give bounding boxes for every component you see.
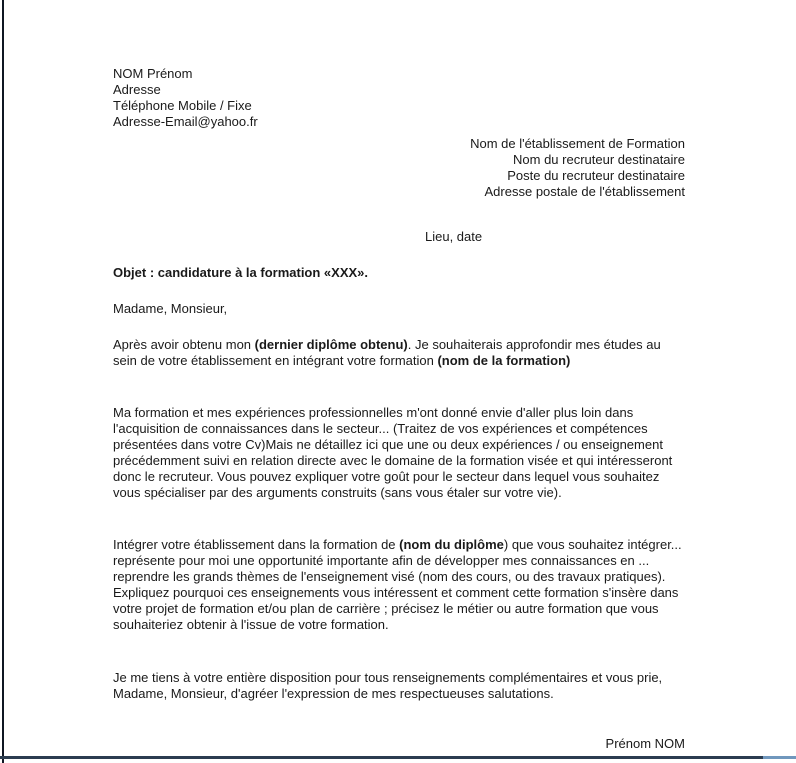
sender-block xyxy=(113,66,685,130)
signature-line: Prénom NOM xyxy=(605,736,685,751)
paragraph-intro: Après avoir obtenu mon (dernier diplôme obtenu). Je souhaiterais approfondir mes études au sein de votre établissement en intégrant votre formation (nom de la formation) xyxy=(113,337,661,368)
sender-phone: Téléphone Mobile / Fixe xyxy=(113,98,252,113)
place-date-line: Lieu, date xyxy=(425,229,483,244)
recipient-position: Poste du recruteur destinataire xyxy=(507,168,685,183)
recipient-name: Nom du recruteur destinataire xyxy=(513,152,685,167)
paragraph-motivation: Intégrer votre établissement dans la formation de (nom du diplôme) que vous souhaitez intégrer... représente pour moi une opportunité importante afin de développer mes connaissances en ... reprendre les grands thèmes de l'enseignement visé (nom des cours, ou des travaux pratiques). Expliquez pourquoi ces enseignements vous intéressent et comment cette formation s'insère dans votre projet de formation et/ou plan de carrière ; précisez le métier ou autre formation que vous souhaiteriez obtenir à l'issue de votre formation. xyxy=(113,537,682,632)
recipient-postal-address: Adresse postale de l'établissement xyxy=(484,184,685,199)
salutation-line: Madame, Monsieur, xyxy=(113,301,228,316)
subject-line: Objet : candidature à la formation «XXX». xyxy=(113,265,369,280)
sender-email: Adresse-Email@yahoo.fr xyxy=(113,114,258,129)
paragraph-experience: Ma formation et mes expériences professionnelles m'ont donné envie d'aller plus loin dans l'acquisition de connaissances dans le secteur... (Traitez de vos expériences et compétences présentées dans votre Cv)Mais ne détaillez ici que une ou deux expériences / ou enseignement précédemment suivi en relation directe avec le domaine de la formation visée et qui intéresseront donc le recruteur. Vous pouvez expliquer votre goût pour le secteur dans lequel vous souhaitez vous spécialiser par des arguments construits (sans vous étaler sur votre vie). xyxy=(113,405,673,500)
bottom-border-accent xyxy=(763,756,796,759)
recipient-institution: Nom de l'établissement de Formation xyxy=(470,136,685,151)
paragraph-closing: Je me tiens à votre entière disposition pour tous renseignements complémentaires et vous prie, Madame, Monsieur, d'agréer l'expression de mes respectueuses salutations. xyxy=(113,670,663,701)
sender-name: NOM Prénom xyxy=(113,66,193,81)
bottom-border-line xyxy=(0,756,763,759)
left-border-line xyxy=(2,0,4,763)
sender-address: Adresse xyxy=(113,82,161,97)
recipient-block xyxy=(113,136,685,200)
